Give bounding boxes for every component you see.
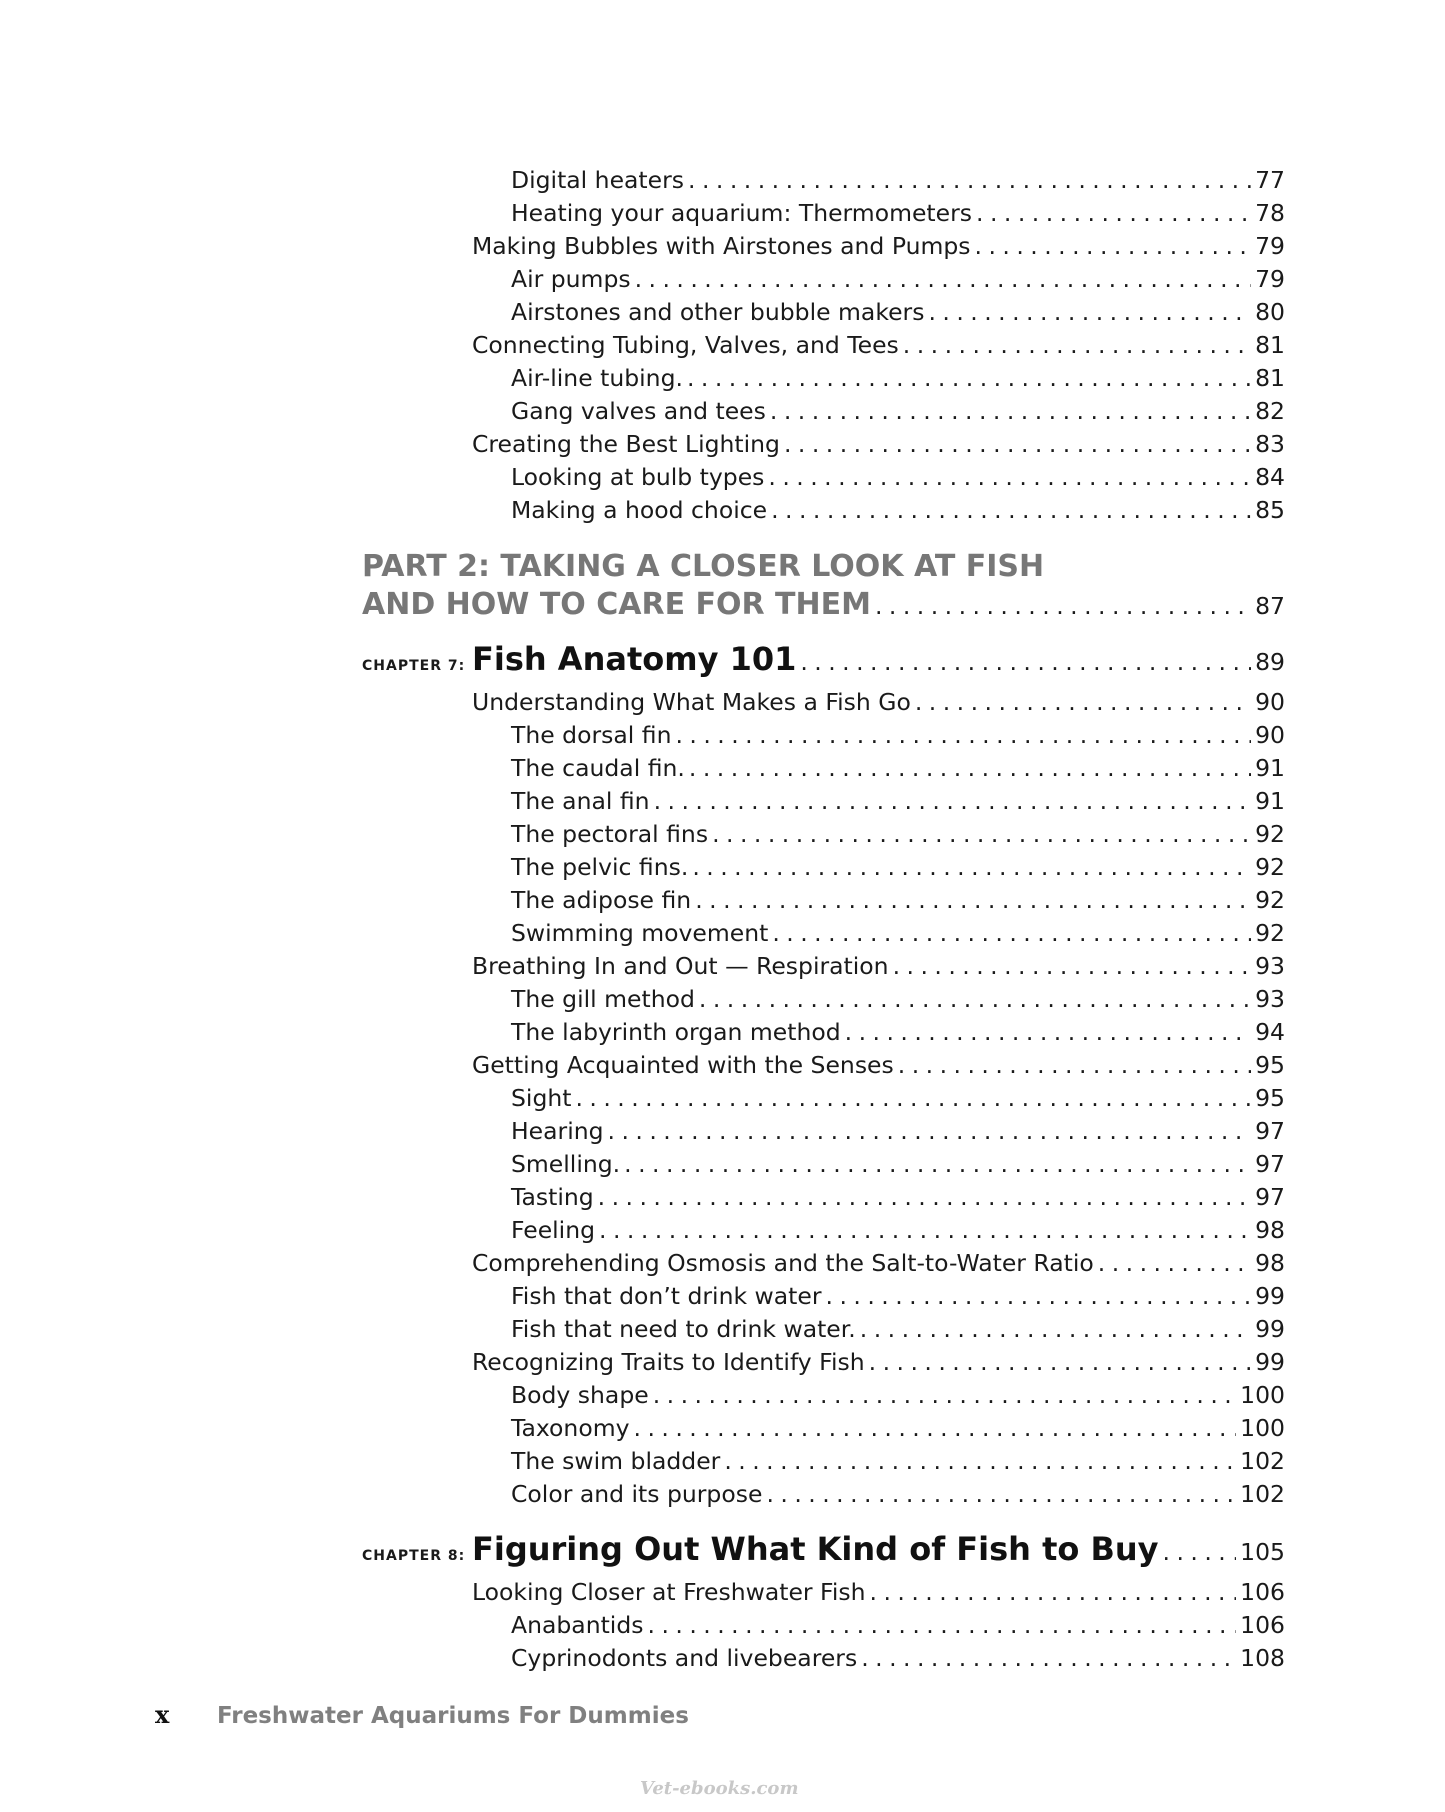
toc-entry[interactable] xyxy=(511,297,1285,327)
toc-entry-title: Smelling. xyxy=(511,1150,621,1178)
toc-entry[interactable] xyxy=(511,1281,1285,1311)
toc-entry-title: Cyprinodonts and livebearers xyxy=(511,1644,858,1672)
part-heading-line2: AND HOW TO CARE FOR THEM xyxy=(362,587,871,622)
toc-entry[interactable] xyxy=(511,495,1285,525)
toc-entry[interactable] xyxy=(511,1610,1285,1640)
toc-entry[interactable] xyxy=(511,165,1285,195)
toc-entry[interactable] xyxy=(511,1215,1285,1245)
dot-leader xyxy=(826,1281,1252,1311)
toc-entry-title: The dorsal fin xyxy=(511,721,672,749)
toc-entry[interactable] xyxy=(472,1050,1285,1080)
toc-entry[interactable] xyxy=(511,720,1285,750)
toc-entry-title: Looking Closer at Freshwater Fish xyxy=(472,1578,866,1606)
toc-entry-title: Body shape xyxy=(511,1381,649,1409)
dot-leader xyxy=(770,396,1251,426)
toc-entry[interactable] xyxy=(511,1017,1285,1047)
toc-entry-title: The labyrinth organ method xyxy=(511,1018,841,1046)
dot-leader xyxy=(712,819,1251,849)
toc-entry[interactable] xyxy=(511,1116,1285,1146)
toc-entry-title: Making Bubbles with Airstones and Pumps xyxy=(472,232,971,260)
dot-leader xyxy=(688,165,1251,195)
toc-entry-title: Understanding What Makes a Fish Go xyxy=(472,688,911,716)
toc-entry-page: 79 xyxy=(1255,265,1285,293)
toc-entry-page: 108 xyxy=(1240,1644,1285,1672)
toc-entry[interactable] xyxy=(511,462,1285,492)
toc-entry[interactable] xyxy=(511,396,1285,426)
toc-entry[interactable] xyxy=(511,819,1285,849)
dot-leader xyxy=(648,1610,1237,1640)
dot-leader xyxy=(861,1643,1236,1673)
toc-entry[interactable] xyxy=(472,1248,1285,1278)
toc-entry-page: 79 xyxy=(1255,232,1285,260)
part-page: 87 xyxy=(1255,592,1285,620)
toc-entry-page: 98 xyxy=(1255,1216,1285,1244)
toc-entry-page: 92 xyxy=(1255,820,1285,848)
toc-entry-title: Sight xyxy=(511,1084,572,1112)
toc-entry[interactable] xyxy=(511,852,1285,882)
toc-entry-title: Heating your aquarium: Thermometers xyxy=(511,199,972,227)
toc-entry-page: 106 xyxy=(1240,1611,1285,1639)
dot-leader xyxy=(893,951,1252,981)
chapter-label: CHAPTER 7: xyxy=(362,658,466,674)
toc-entry-page: 99 xyxy=(1255,1315,1285,1343)
dot-leader xyxy=(771,495,1251,525)
dot-leader xyxy=(598,1182,1251,1212)
dot-leader xyxy=(1163,1538,1237,1566)
dot-leader xyxy=(976,198,1251,228)
dot-leader xyxy=(768,462,1251,492)
dot-leader xyxy=(692,852,1251,882)
chapter-8-heading[interactable] xyxy=(362,1530,1285,1568)
toc-entry-page: 91 xyxy=(1255,754,1285,782)
toc-entry-title: Taxonomy xyxy=(511,1414,630,1442)
toc-entry-title: Tasting xyxy=(511,1183,594,1211)
chapter-label: CHAPTER 8: xyxy=(362,1548,466,1564)
toc-entry-title: The caudal fin. xyxy=(511,754,685,782)
toc-entry-page: 80 xyxy=(1255,298,1285,326)
toc-entry-page: 100 xyxy=(1240,1414,1285,1442)
footer-page-number: x xyxy=(155,1700,170,1729)
toc-entry-page: 92 xyxy=(1255,886,1285,914)
dot-leader xyxy=(575,1083,1251,1113)
toc-entry[interactable] xyxy=(472,687,1285,717)
toc-entry-page: 85 xyxy=(1255,496,1285,524)
dot-leader xyxy=(860,1314,1251,1344)
toc-entry[interactable] xyxy=(511,1182,1285,1212)
dot-leader xyxy=(699,984,1251,1014)
dot-leader xyxy=(654,786,1252,816)
toc-entry[interactable] xyxy=(511,918,1285,948)
chapter-page: 89 xyxy=(1255,648,1285,676)
dot-leader xyxy=(975,231,1252,261)
toc-entry[interactable] xyxy=(472,951,1285,981)
toc-entry[interactable] xyxy=(511,753,1285,783)
toc-entry[interactable] xyxy=(511,1643,1285,1673)
toc-entry-title: Comprehending Osmosis and the Salt-to-Water Ratio xyxy=(472,1249,1094,1277)
toc-entry-page: 84 xyxy=(1255,463,1285,491)
part-heading-line1: PART 2: TAKING A CLOSER LOOK AT FISH xyxy=(362,549,1045,584)
toc-entry-page: 93 xyxy=(1255,952,1285,980)
toc-entry-title: Making a hood choice xyxy=(511,496,768,524)
toc-entry-title: Feeling xyxy=(511,1216,596,1244)
toc-entry[interactable] xyxy=(511,198,1285,228)
toc-entry-page: 90 xyxy=(1255,688,1285,716)
chapter-page: 105 xyxy=(1240,1538,1285,1566)
toc-entry-page: 93 xyxy=(1255,985,1285,1013)
toc-entry-page: 77 xyxy=(1255,166,1285,194)
toc-entry-title: Gang valves and tees xyxy=(511,397,766,425)
toc-entry-title: Air-line tubing. xyxy=(511,364,683,392)
dot-leader xyxy=(724,1446,1236,1476)
toc-entry-page: 98 xyxy=(1255,1249,1285,1277)
dot-leader xyxy=(766,1479,1236,1509)
toc-entry-page: 99 xyxy=(1255,1282,1285,1310)
toc-entry-title: The swim bladder xyxy=(511,1447,721,1475)
dot-leader xyxy=(653,1380,1236,1410)
toc-entry-page: 92 xyxy=(1255,853,1285,881)
toc-entry-page: 106 xyxy=(1240,1578,1285,1606)
toc-entry-page: 97 xyxy=(1255,1150,1285,1178)
toc-entry-title: Recognizing Traits to Identify Fish xyxy=(472,1348,865,1376)
part-heading-line2-row xyxy=(362,586,1285,625)
toc-entry-page: 100 xyxy=(1240,1381,1285,1409)
dot-leader xyxy=(687,363,1251,393)
dot-leader xyxy=(845,1017,1251,1047)
toc-entry-title: Color and its purpose xyxy=(511,1480,763,1508)
toc-entry-title: Connecting Tubing, Valves, and Tees xyxy=(472,331,899,359)
toc-entry[interactable] xyxy=(472,330,1285,360)
toc-entry-title: The pectoral fins xyxy=(511,820,709,848)
dot-leader xyxy=(675,720,1251,750)
dot-leader xyxy=(772,918,1251,948)
toc-entry-page: 97 xyxy=(1255,1183,1285,1211)
toc-entry-page: 95 xyxy=(1255,1084,1285,1112)
toc-entry[interactable] xyxy=(511,984,1285,1014)
toc-entry-page: 94 xyxy=(1255,1018,1285,1046)
chapter-title: Fish Anatomy 101 xyxy=(472,640,797,678)
dot-leader xyxy=(695,885,1251,915)
toc-entry[interactable] xyxy=(472,231,1285,261)
toc-entry[interactable] xyxy=(511,885,1285,915)
toc-entry-page: 97 xyxy=(1255,1117,1285,1145)
dot-leader xyxy=(800,648,1251,676)
toc-entry[interactable] xyxy=(472,1347,1285,1377)
toc-entry[interactable] xyxy=(511,1479,1285,1509)
toc-entry[interactable] xyxy=(511,264,1285,294)
dot-leader xyxy=(608,1116,1252,1146)
dot-leader xyxy=(599,1215,1251,1245)
toc-entry-page: 102 xyxy=(1240,1480,1285,1508)
toc-entry-page: 81 xyxy=(1255,331,1285,359)
dot-leader xyxy=(689,753,1251,783)
toc-entry-title: Air pumps xyxy=(511,265,631,293)
page-footer xyxy=(155,1700,689,1729)
toc-entry-page: 81 xyxy=(1255,364,1285,392)
toc-entry[interactable] xyxy=(472,1577,1285,1607)
toc-entry-page: 92 xyxy=(1255,919,1285,947)
dot-leader xyxy=(928,297,1251,327)
dot-leader xyxy=(634,1413,1237,1443)
toc-entry-title: Getting Acquainted with the Senses xyxy=(472,1051,894,1079)
dot-leader xyxy=(1098,1248,1251,1278)
toc-entry[interactable] xyxy=(511,1413,1285,1443)
toc-entry-title: The adipose fin xyxy=(511,886,692,914)
toc-entry-title: Creating the Best Lighting xyxy=(472,430,780,458)
toc-entry-title: Fish that don’t drink water xyxy=(511,1282,822,1310)
toc-entry[interactable] xyxy=(511,786,1285,816)
toc-entry-page: 83 xyxy=(1255,430,1285,458)
toc-entry-page: 90 xyxy=(1255,721,1285,749)
toc-entry-page: 99 xyxy=(1255,1348,1285,1376)
toc-entry-title: Digital heaters xyxy=(511,166,685,194)
dot-leader xyxy=(870,1577,1237,1607)
dot-leader xyxy=(624,1149,1251,1179)
toc-entry-page: 78 xyxy=(1255,199,1285,227)
toc-entry[interactable] xyxy=(511,1149,1285,1179)
toc-entry-title: Fish that need to drink water. xyxy=(511,1315,856,1343)
dot-leader xyxy=(784,429,1251,459)
toc-entry-title: Looking at bulb types xyxy=(511,463,765,491)
dot-leader xyxy=(635,264,1251,294)
part-heading[interactable] xyxy=(362,548,1285,625)
toc-entry-page: 102 xyxy=(1240,1447,1285,1475)
toc-entry[interactable] xyxy=(511,1446,1285,1476)
chapter-7-heading[interactable] xyxy=(362,640,1285,678)
toc-entry-title: Airstones and other bubble makers xyxy=(511,298,925,326)
dot-leader xyxy=(898,1050,1251,1080)
toc-entry[interactable] xyxy=(511,1083,1285,1113)
toc-entry[interactable] xyxy=(511,363,1285,393)
footer-book-title: Freshwater Aquariums For Dummies xyxy=(217,1703,689,1729)
toc-entry-title: The pelvic fins. xyxy=(511,853,689,881)
dot-leader xyxy=(903,330,1251,360)
toc-entry-page: 95 xyxy=(1255,1051,1285,1079)
dot-leader xyxy=(915,687,1251,717)
toc-entry-page: 82 xyxy=(1255,397,1285,425)
toc-entry-title: Swimming movement xyxy=(511,919,769,947)
toc-entry-page: 91 xyxy=(1255,787,1285,815)
toc-entry-title: The gill method xyxy=(511,985,695,1013)
watermark-logo: Vet-ebooks.com xyxy=(640,1778,799,1799)
toc-entry-title: Hearing xyxy=(511,1117,604,1145)
toc-entry-title: Anabantids xyxy=(511,1611,644,1639)
dot-leader xyxy=(869,1347,1251,1377)
toc-entry-title: The anal fin xyxy=(511,787,650,815)
toc-entry-title: Breathing In and Out — Respiration xyxy=(472,952,889,980)
dot-leader xyxy=(875,587,1251,625)
chapter-title: Figuring Out What Kind of Fish to Buy xyxy=(472,1530,1159,1568)
toc-entry[interactable] xyxy=(511,1380,1285,1410)
toc-entry[interactable] xyxy=(511,1314,1285,1344)
toc-entry[interactable] xyxy=(472,429,1285,459)
